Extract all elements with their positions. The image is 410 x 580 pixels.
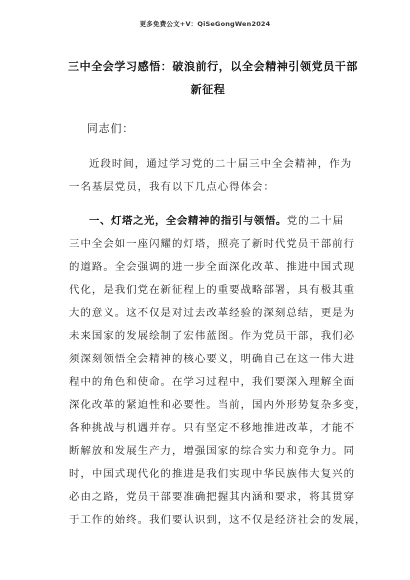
section1-line-8: 深化改革的紧迫性和必要性。当前，国内外形势复杂多变， [69, 399, 367, 411]
header-note: 更多免费公文+V：QiSeGongWen2024 [139, 20, 271, 28]
section1-line-11: 时，中国式现代化的推进是我们实现中华民族伟大复兴的 [69, 468, 356, 480]
section1-first-line-rest: 党的二十届 [286, 215, 345, 227]
greeting: 同志们： [87, 122, 135, 135]
section1-line-13: 于工作的始终。我们要认识到，这不仅是经济社会的发展， [69, 514, 367, 526]
section1-line-9: 各种挑战与机遇并存。只有坚定不移地推进改革，才能不 [69, 422, 356, 434]
document-title-line-2: 新征程 [190, 83, 226, 96]
section1-line-12: 必由之路，党员干部要准确把握其内涵和要求，将其贯穿 [69, 491, 356, 503]
intro-line-2: 一名基层党员，我有以下几点心得体会： [69, 181, 275, 193]
section1-line-2: 的道路。全会强调的进一步全面深化改革、推进中国式现 [69, 261, 356, 273]
section1-line-6: 须深刻领悟全会精神的核心要义，明确自己在这一伟大进 [69, 353, 356, 365]
intro-line-1: 近段时间，通过学习党的二十届三中全会精神，作为 [89, 158, 353, 170]
section1-line-4: 大的意义。这不仅是对过去改革经验的深刻总结，更是为 [69, 307, 356, 319]
section1-line-10: 断解放和发展生产力，增强国家的综合实力和竞争力。同 [69, 445, 356, 457]
section1-line-5: 未来国家的发展绘制了宏伟蓝图。作为党员干部，我们必 [69, 330, 356, 342]
section1-line-1: 三中全会如一座闪耀的灯塔，照亮了新时代党员干部前行 [69, 238, 356, 250]
document-title-line-1: 三中全会学习感悟：破浪前行，以全会精神引领党员干部 [68, 60, 358, 73]
section1-heading: 一、灯塔之光，全会精神的指引与领悟。 [89, 215, 287, 227]
section1-line-7: 程中的角色和使命。在学习过程中，我们要深入理解全面 [69, 376, 356, 388]
section1-first-line [89, 212, 344, 227]
section1-line-3: 代化，是我们党在新征程上的重要战略部署，具有极其重 [69, 284, 356, 296]
